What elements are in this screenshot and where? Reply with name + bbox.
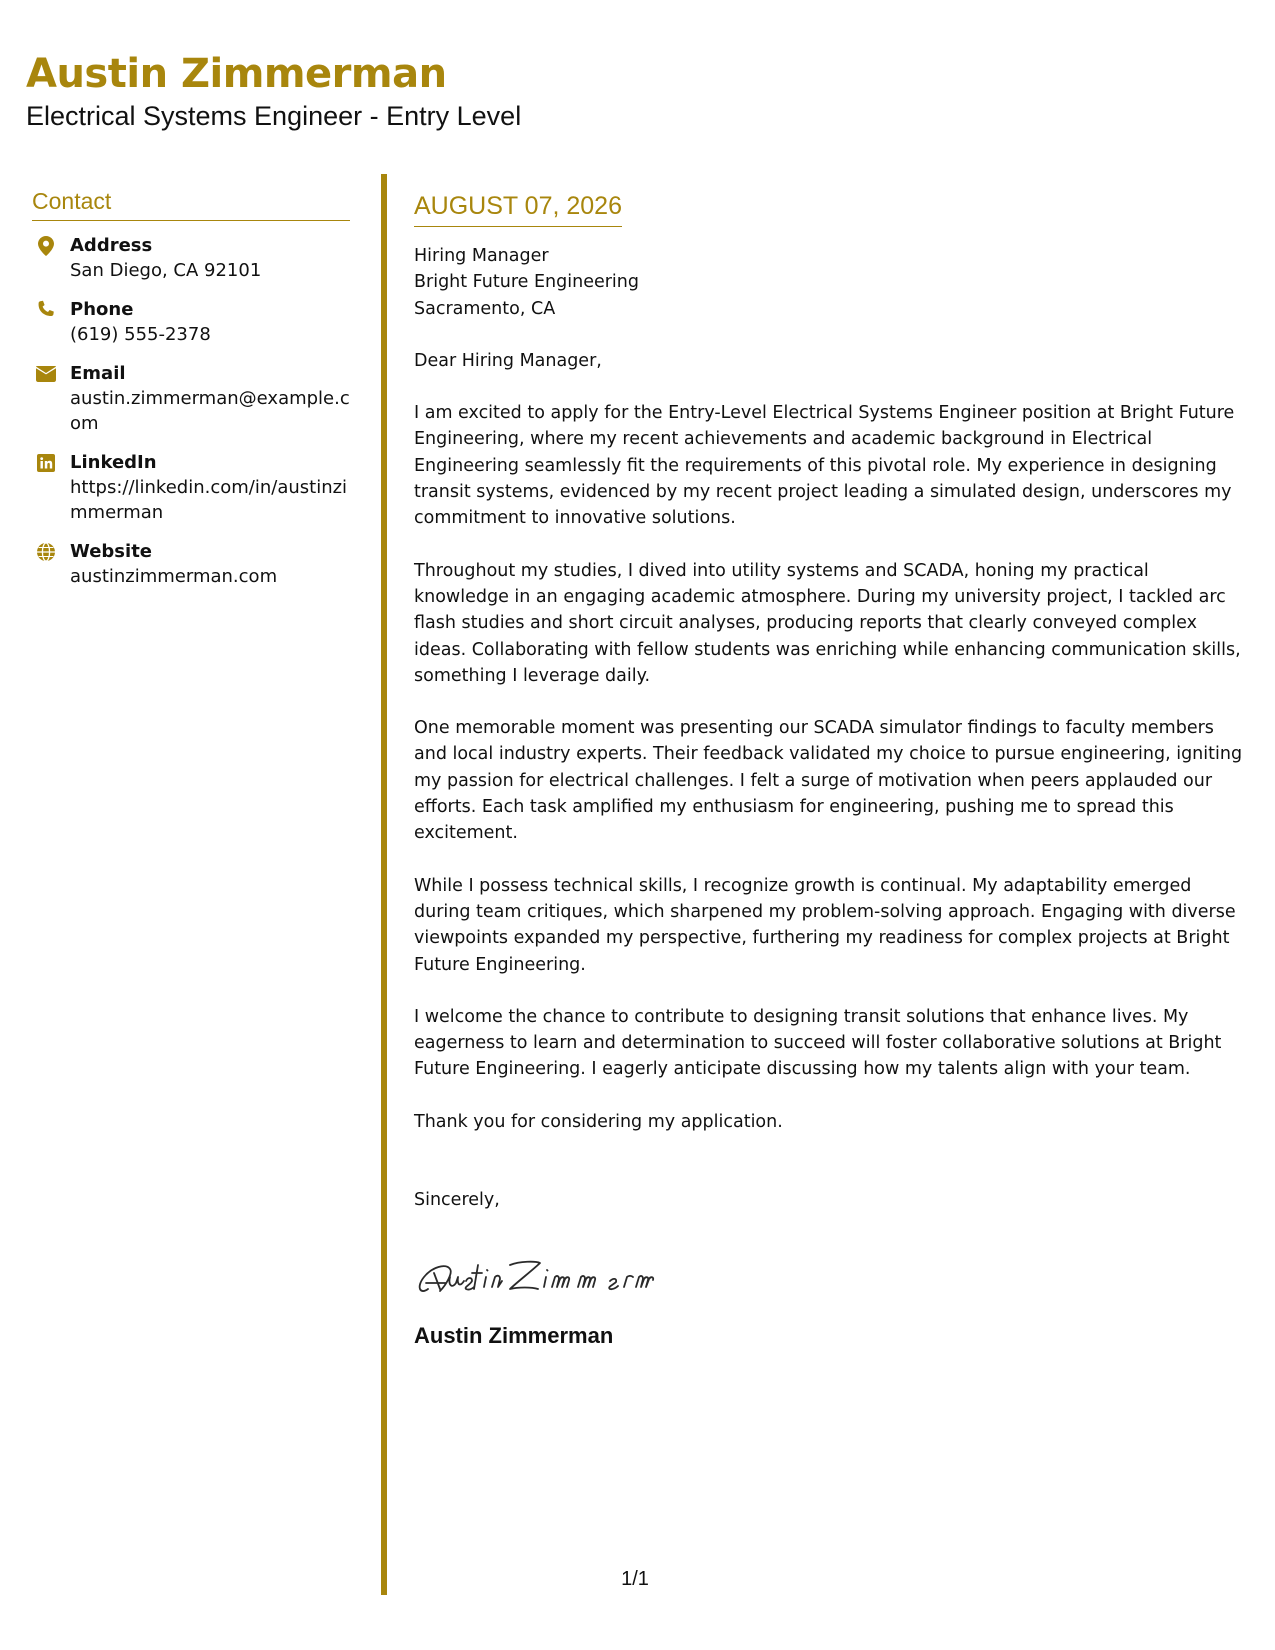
contact-sidebar — [32, 186, 350, 603]
letter-date: AUGUST 07, 2026 — [414, 190, 622, 227]
letter-paragraph: One memorable moment was presenting our SCADA simulator findings to faculty members and local industry experts. Their feedback validated my choice to pursue engineering, igniting my passion for electrical challenges. I felt a surge of motivation when peers applauded our efforts. Each task amplified my enthusiasm for engineering, pushing me to spread this excitement. — [414, 718, 1243, 844]
job-title: Electrical Systems Engineer - Entry Level — [26, 101, 522, 131]
contact-label: Email — [70, 363, 126, 384]
contact-value: (619) 555-2378 — [70, 324, 211, 345]
letter-paragraph: Throughout my studies, I dived into utility systems and SCADA, honing my practical knowledge in an engaging academic atmosphere. During my university project, I tackled arc flash studies and short circuit analyses, producing reports that clearly conveyed complex ideas. Collaborating with fellow students was enriching while enhancing communication skills, something I leverage daily. — [414, 560, 1241, 686]
contact-linkedin — [32, 450, 350, 525]
contact-label: LinkedIn — [70, 452, 157, 473]
contact-value[interactable]: austinzimmerman.com — [70, 566, 278, 587]
contact-phone — [32, 297, 350, 347]
recipient-line: Hiring Manager — [414, 246, 549, 266]
contact-value: austin.zimmerman@example.com — [70, 388, 350, 434]
contact-address — [32, 233, 350, 283]
page-number: 1/1 — [621, 1568, 649, 1590]
contact-label: Website — [70, 541, 153, 562]
recipient-block — [414, 243, 1244, 322]
globe-icon — [36, 542, 56, 562]
contact-email — [32, 361, 350, 436]
linkedin-icon — [36, 453, 56, 473]
contact-heading: Contact — [32, 186, 350, 221]
map-pin-icon — [36, 236, 56, 256]
contact-label: Phone — [70, 299, 134, 320]
salutation: Dear Hiring Manager, — [414, 350, 602, 371]
column-divider — [381, 174, 387, 1595]
letter-paragraph: While I possess technical skills, I recognize growth is continual. My adaptability emerged during team critiques, which sharpened my problem-solving approach. Engaging with diverse viewpoints expanded my perspective, furthering my readiness for complex projects at Bright Future Engineering. — [414, 875, 1236, 975]
signer-name: Austin Zimmerman — [414, 1323, 614, 1349]
contact-website — [32, 539, 350, 589]
recipient-line: Bright Future Engineering — [414, 272, 639, 293]
letter-paragraph: I welcome the chance to contribute to designing transit solutions that enhance lives. My eagerness to learn and determination to succeed will foster collaborative solutions at Bright Future Engineering. I eagerly anticipate discussing how my talents align with your team. — [414, 1006, 1222, 1080]
contact-value[interactable]: https://linkedin.com/in/austinzimmerman — [70, 477, 348, 523]
contact-label: Address — [70, 235, 153, 256]
applicant-name: Austin Zimmerman — [26, 51, 447, 97]
recipient-line: Sacramento, CA — [414, 298, 556, 319]
closing: Sincerely, — [414, 1190, 500, 1211]
letter-paragraph: I am excited to apply for the Entry-Level Electrical Systems Engineer position at Bright Future Engineering, where my recent achievements and academic background in Electrical Engineering seamlessly fit the requirements of this pivotal role. My experience in designing transit systems, evidenced by my recent project leading a simulated design, underscores my commitment to innovative solutions. — [414, 403, 1235, 529]
envelope-icon — [36, 364, 56, 384]
handwritten-signature — [414, 1243, 1244, 1313]
letter-body — [414, 190, 1244, 1351]
letter-paragraph: Thank you for considering my application. — [414, 1111, 783, 1132]
phone-icon — [36, 300, 56, 320]
contact-value: San Diego, CA 92101 — [70, 260, 262, 281]
